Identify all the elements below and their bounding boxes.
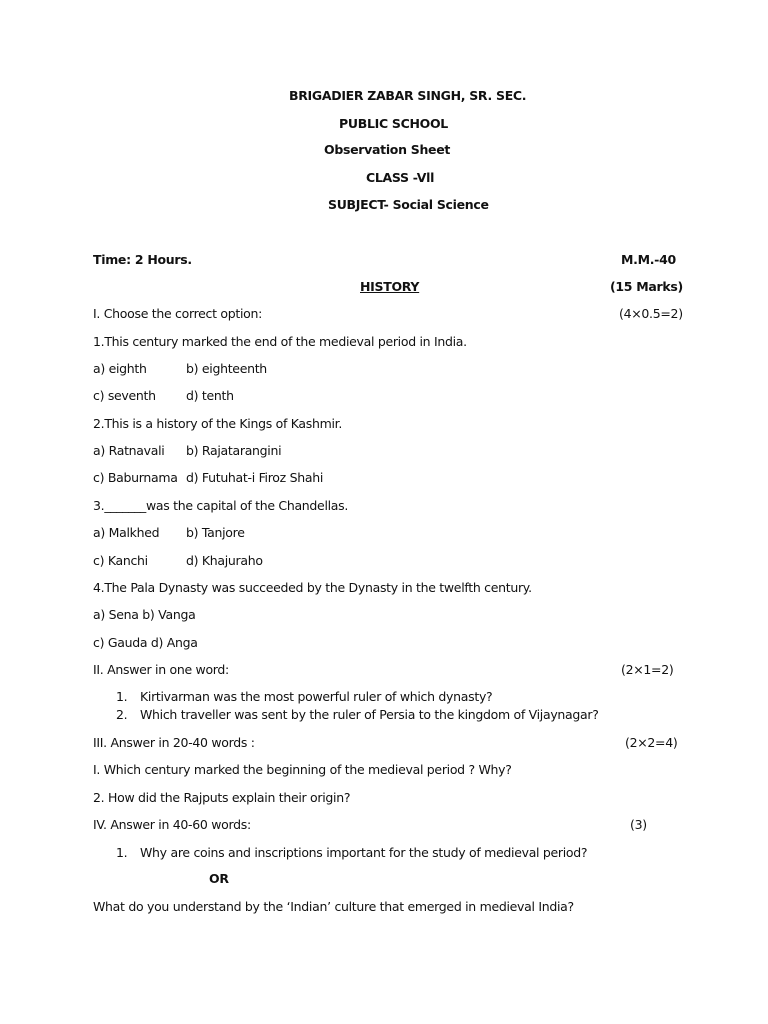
section2-heading: II. Answer in one word: — [93, 662, 229, 677]
or-label: OR — [209, 871, 229, 886]
class-label: CLASS -Vll — [366, 170, 435, 185]
option-line: c) Gauda d) Anga — [93, 635, 198, 650]
option: a) Ratnavali — [93, 443, 165, 458]
section1-marks: (4×0.5=2) — [619, 306, 683, 321]
option-line: a) Sena b) Vanga — [93, 607, 196, 622]
list-number: 1. — [116, 689, 128, 704]
option: a) eighth — [93, 361, 147, 376]
school-name-line1: BRIGADIER ZABAR SINGH, SR. SEC. — [289, 88, 527, 103]
option: b) Rajatarangini — [186, 443, 282, 458]
max-marks: M.M.-40 — [621, 252, 676, 267]
section3-marks: (2×2=4) — [625, 735, 678, 750]
short-question-2: 2. How did the Rajputs explain their origin? — [93, 790, 351, 805]
long-question-1: Why are coins and inscriptions important for the study of medieval period? — [140, 845, 588, 860]
option: c) seventh — [93, 388, 156, 403]
question-1: 1.This century marked the end of the medieval period in India. — [93, 334, 467, 349]
list-number: 1. — [116, 845, 128, 860]
option: d) tenth — [186, 388, 234, 403]
question-4: 4.The Pala Dynasty was succeeded by the Dynasty in the twelfth century. — [93, 580, 532, 595]
option: a) Malkhed — [93, 525, 160, 540]
section-title-history: HISTORY — [360, 279, 420, 294]
section2-marks: (2×1=2) — [621, 662, 674, 677]
option: c) Kanchi — [93, 553, 148, 568]
question-3: 3._______was the capital of the Chandellas. — [93, 498, 349, 513]
one-word-question-1: Kirtivarman was the most powerful ruler of which dynasty? — [140, 689, 493, 704]
option: b) Tanjore — [186, 525, 245, 540]
one-word-question-2: Which traveller was sent by the ruler of Persia to the kingdom of Vijaynagar? — [140, 707, 599, 722]
option: d) Futuhat-i Firoz Shahi — [186, 470, 323, 485]
school-name-line2: PUBLIC SCHOOL — [339, 116, 448, 131]
long-question-alt: What do you understand by the ‘Indian’ culture that emerged in medieval India? — [93, 899, 574, 914]
history-marks: (15 Marks) — [610, 279, 683, 294]
short-question-1: I. Which century marked the beginning of the medieval period ? Why? — [93, 762, 512, 777]
list-number: 2. — [116, 707, 128, 722]
option: b) eighteenth — [186, 361, 267, 376]
section1-heading: I. Choose the correct option: — [93, 306, 263, 321]
section4-marks: (3) — [630, 817, 647, 832]
option: c) Baburnama — [93, 470, 178, 485]
question-2: 2.This is a history of the Kings of Kashmir. — [93, 416, 343, 431]
time-label: Time: 2 Hours. — [93, 252, 192, 267]
section3-heading: III. Answer in 20-40 words : — [93, 735, 255, 750]
option: d) Khajuraho — [186, 553, 263, 568]
sheet-title: Observation Sheet — [324, 142, 451, 157]
subject-label: SUBJECT- Social Science — [328, 197, 489, 212]
section4-heading: IV. Answer in 40-60 words: — [93, 817, 251, 832]
